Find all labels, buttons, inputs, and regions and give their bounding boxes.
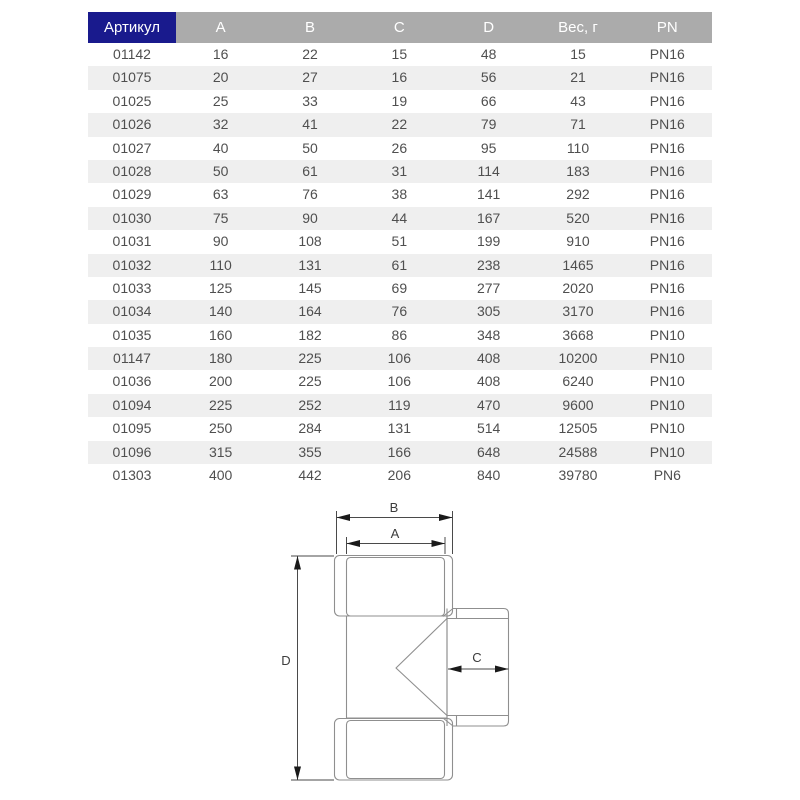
table-cell: 355 [298, 443, 322, 460]
table-cell: 108 [298, 233, 322, 250]
spec-table [88, 12, 712, 487]
table-cell: 15 [570, 46, 586, 62]
dim-label-b: B [389, 500, 399, 515]
table-cell: 22 [302, 46, 318, 62]
table-cell: 12505 [558, 420, 598, 437]
table-cell: 20 [212, 69, 229, 86]
header-cell: Вес, г [533, 12, 622, 43]
table-cell: PN16 [649, 162, 685, 179]
table-cell: 442 [298, 467, 322, 484]
table-cell: 43 [570, 92, 586, 109]
table-cell: 38 [391, 186, 408, 203]
table-cell: 79 [480, 116, 497, 133]
table-cell: 22 [391, 116, 408, 133]
table-row [88, 324, 712, 347]
table-cell: 106 [387, 373, 411, 390]
table-cell: 164 [298, 303, 322, 320]
table-cell: 01075 [112, 69, 152, 86]
bottom-socket [335, 719, 453, 781]
table-cell: 225 [298, 350, 322, 367]
table-cell: 110 [566, 139, 590, 156]
table-row [88, 300, 712, 323]
table-cell: 114 [477, 162, 500, 179]
table-cell: 520 [566, 209, 590, 226]
table-cell: 408 [476, 373, 501, 390]
table-cell: 141 [476, 186, 501, 203]
table-cell: 01303 [112, 467, 152, 484]
table-cell: PN16 [649, 92, 685, 109]
table-row [88, 137, 712, 160]
tee-fitting-outline [335, 556, 509, 781]
table-cell: 140 [208, 303, 233, 320]
table-cell: 182 [298, 326, 322, 343]
table-cell: PN16 [649, 303, 685, 320]
table-cell: 01035 [112, 326, 152, 343]
table-cell: 292 [566, 186, 590, 203]
table-cell: 250 [208, 420, 233, 437]
table-cell: 61 [391, 256, 408, 273]
table-cell: 24588 [558, 443, 598, 460]
table-cell: PN16 [649, 69, 685, 86]
table-cell: 160 [208, 326, 233, 343]
header-cell: C [355, 12, 444, 43]
table-cell: 238 [476, 256, 501, 273]
table-cell: 01147 [113, 350, 151, 367]
dim-b-arrow-left [337, 514, 351, 521]
dim-c-arrow-left [448, 666, 462, 673]
table-cell: 131 [298, 256, 322, 273]
table-cell: 6240 [562, 373, 594, 390]
table-cell: 33 [302, 92, 318, 109]
dim-label-a: A [390, 526, 400, 541]
table-cell: 01095 [112, 420, 152, 437]
table-row [88, 277, 712, 300]
table-cell: 01028 [112, 162, 152, 179]
table-cell: 21 [570, 69, 586, 86]
table-cell: 3170 [562, 303, 594, 320]
dim-b-arrow-right [439, 514, 453, 521]
table-cell: 76 [302, 186, 318, 203]
table-cell: 284 [298, 420, 322, 437]
table-cell: 39780 [558, 467, 598, 484]
table-cell: 119 [388, 396, 411, 413]
table-cell: 315 [208, 443, 233, 460]
table-cell: PN16 [649, 233, 685, 250]
table-cell: 69 [391, 279, 408, 296]
table-cell: PN10 [649, 326, 685, 343]
dimension-c [448, 650, 509, 673]
table-cell: 01026 [112, 116, 152, 133]
branch-bore-chamfer [396, 619, 447, 716]
dim-a-arrow-left [347, 540, 361, 547]
table-cell: 01094 [112, 396, 152, 413]
table-cell: 10200 [558, 350, 598, 367]
table-row [88, 441, 712, 464]
table-row [88, 230, 712, 253]
table-cell: PN10 [649, 443, 685, 460]
table-cell: PN10 [649, 373, 685, 390]
table-cell: 277 [476, 279, 501, 296]
table-cell: 90 [302, 209, 318, 226]
dimension-a [347, 526, 446, 554]
table-cell: 75 [212, 209, 229, 226]
table-cell: 225 [208, 396, 233, 413]
table-cell: 76 [391, 303, 408, 320]
dim-label-c: C [472, 650, 482, 665]
header-cell: B [265, 12, 354, 43]
table-cell: 31 [391, 162, 408, 179]
table-cell: 32 [212, 116, 229, 133]
table-cell: 125 [208, 279, 233, 296]
table-cell: 106 [387, 350, 411, 367]
table-cell: 01032 [112, 256, 152, 273]
table-cell: 44 [391, 209, 408, 226]
table-cell: 01033 [112, 279, 152, 296]
table-row [88, 207, 712, 230]
table-cell: 01034 [112, 303, 152, 320]
table-cell: 61 [302, 162, 318, 179]
table-row [88, 254, 712, 277]
table-cell: 199 [476, 233, 501, 250]
table-cell: 41 [302, 116, 318, 133]
table-cell: PN16 [649, 256, 685, 273]
table-row [88, 417, 712, 440]
table-cell: 27 [302, 69, 318, 86]
table-cell: 48 [480, 46, 497, 62]
dimension-d [281, 556, 334, 780]
table-cell: PN10 [649, 350, 685, 367]
table-cell: 9600 [562, 396, 594, 413]
dim-label-d: D [281, 653, 291, 668]
table-cell: PN16 [649, 46, 685, 62]
table-row [88, 394, 712, 417]
bottom-socket-inner [347, 721, 445, 779]
header-cell: D [444, 12, 533, 43]
table-cell: 305 [476, 303, 501, 320]
table-row [88, 113, 712, 136]
header-cell: A [176, 12, 265, 43]
table-cell: 840 [476, 467, 501, 484]
table-row [88, 160, 712, 183]
table-cell: PN16 [649, 116, 685, 133]
table-cell: 225 [298, 373, 322, 390]
top-socket-inner [347, 558, 445, 617]
table-cell: 56 [480, 69, 497, 86]
table-cell: PN16 [649, 209, 685, 226]
table-cell: 131 [387, 420, 411, 437]
table-cell: 408 [476, 350, 501, 367]
table-cell: 252 [298, 396, 322, 413]
table-cell: 51 [391, 233, 408, 250]
table-row [88, 464, 712, 487]
table-cell: 19 [391, 92, 408, 109]
table-cell: 25 [212, 92, 229, 109]
table-cell: 180 [208, 350, 233, 367]
table-cell: 16 [391, 69, 408, 86]
top-socket [335, 556, 453, 617]
table-cell: 200 [208, 373, 233, 390]
table-cell: 167 [476, 209, 501, 226]
dim-c-arrow-right [495, 666, 509, 673]
table-cell: 514 [476, 420, 501, 437]
table-cell: 71 [570, 116, 586, 133]
table-cell: PN10 [649, 420, 685, 437]
table-cell: 648 [476, 443, 501, 460]
table-cell: 910 [566, 233, 590, 250]
table-cell: 15 [391, 46, 408, 62]
table-row [88, 183, 712, 206]
table-cell: 66 [480, 92, 497, 109]
header-cell: PN [623, 12, 712, 43]
table-cell: PN16 [649, 186, 685, 203]
table-cell: 2020 [562, 279, 594, 296]
table-row [88, 43, 712, 66]
table-cell: 86 [391, 326, 408, 343]
table-cell: 110 [209, 256, 232, 273]
table-cell: PN16 [649, 139, 685, 156]
table-cell: 01027 [112, 139, 152, 156]
dim-d-arrow-top [294, 556, 301, 570]
table-cell: 183 [566, 162, 590, 179]
table-cell: 50 [302, 139, 318, 156]
table-cell: 95 [480, 139, 497, 156]
table-cell: 01142 [113, 46, 151, 62]
table-cell: 01029 [112, 186, 152, 203]
table-cell: PN16 [649, 279, 685, 296]
dim-d-arrow-bottom [294, 767, 301, 781]
dim-a-arrow-right [432, 540, 446, 547]
table-cell: 40 [212, 139, 229, 156]
table-cell: 50 [212, 162, 229, 179]
header-cell: Артикул [88, 12, 176, 43]
table-cell: 348 [476, 326, 501, 343]
table-cell: 26 [391, 139, 408, 156]
table-cell: 1465 [562, 256, 594, 273]
tee-fitting-drawing [255, 495, 535, 795]
table-cell: 145 [298, 279, 322, 296]
table-cell: 01031 [112, 233, 152, 250]
table-cell: 90 [212, 233, 229, 250]
table-cell: 166 [387, 443, 411, 460]
table-row [88, 347, 712, 370]
table-cell: 206 [387, 467, 411, 484]
table-cell: 01030 [112, 209, 152, 226]
table-cell: 63 [212, 186, 229, 203]
table-cell: 01025 [112, 92, 152, 109]
table-row [88, 90, 712, 113]
table-cell: PN10 [649, 396, 685, 413]
table-cell: PN6 [653, 467, 681, 484]
table-cell: 16 [212, 46, 229, 62]
table-cell: 3668 [562, 326, 594, 343]
table-row [88, 66, 712, 89]
table-header-row [88, 12, 712, 43]
table-cell: 01036 [112, 373, 152, 390]
table-cell: 01096 [112, 443, 152, 460]
table-cell: 470 [476, 396, 501, 413]
table-cell: 400 [208, 467, 233, 484]
table-row [88, 370, 712, 393]
